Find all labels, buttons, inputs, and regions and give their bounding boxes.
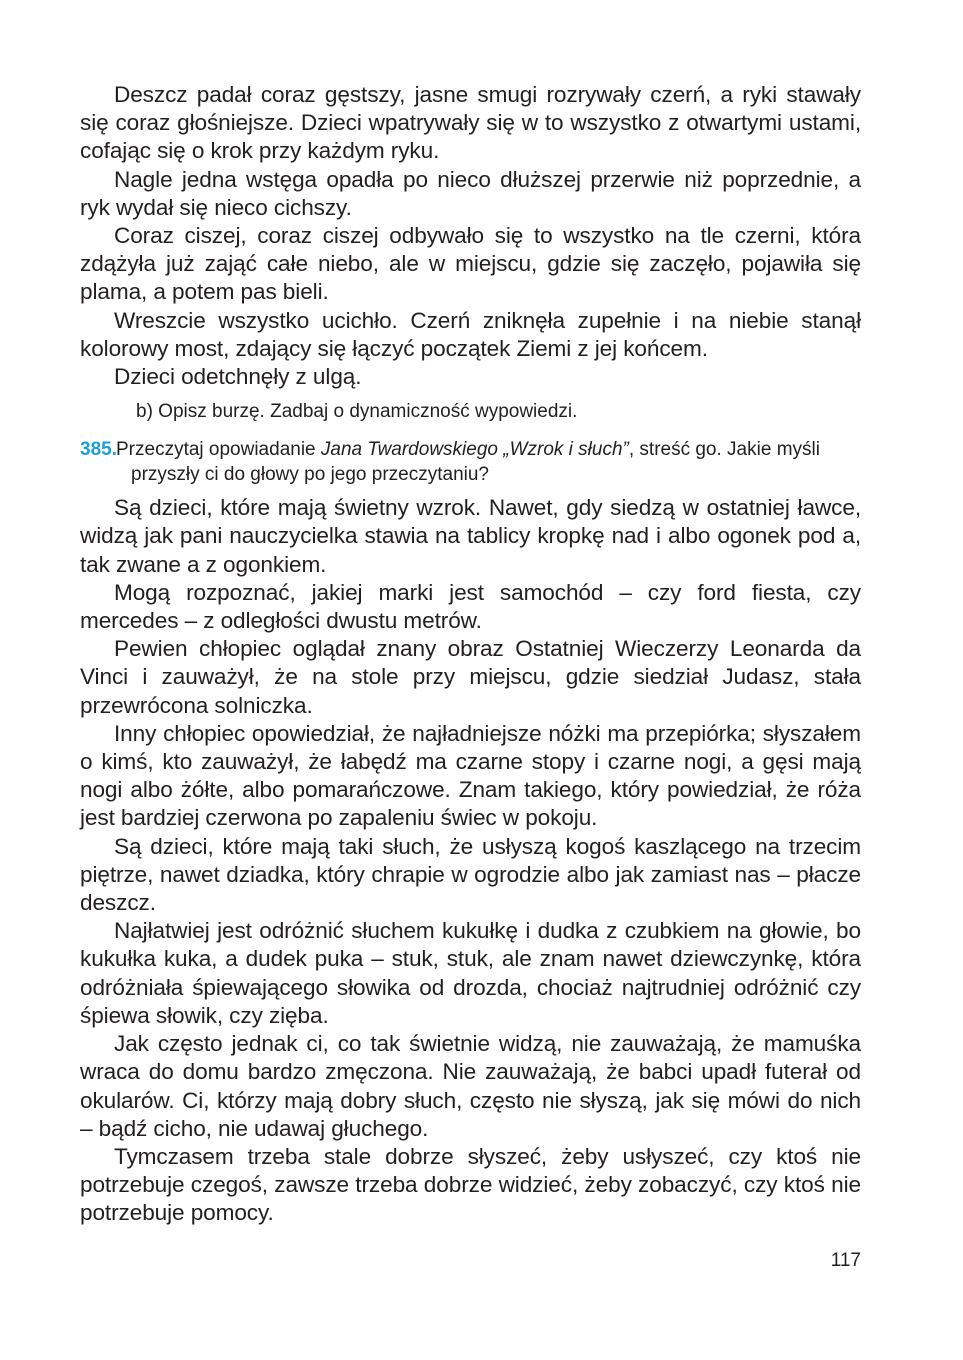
paragraph: Inny chłopiec opowiedział, że najładniejsze nóżki ma przepiórka; słyszałem o kimś, kto zauważył, że łabędź ma czarne stopy i czarne nogi, a gęsi mają nogi albo żółte, albo pomarańczowe. Znam takiego, który powiedział, że róża jest bardziej czerwona po zapaleniu świec w pokoju.: [80, 720, 861, 831]
paragraph: Są dzieci, które mają taki słuch, że usłyszą kogoś kaszlącego na trzecim piętrze, nawet dziadka, który chrapie w ogrodzie albo jak zamiast nas – płacze deszcz.: [80, 833, 861, 916]
page-content: [80, 81, 861, 1228]
paragraph: Są dzieci, które mają świetny wzrok. Nawet, gdy siedzą w ostatniej ławce, widzą jak pani nauczycielka stawia na tablicy kropkę nad i albo ogonek pod a, tak zwane a z ogonkiem.: [80, 495, 861, 577]
exercise-instruction: [116, 439, 820, 485]
exercise-number: 385.: [80, 439, 117, 461]
paragraph: Wreszcie wszystko ucichło. Czerń zniknęła zupełnie i na niebie stanął kolorowy most, zdający się łączyć początek Ziemi z jej końcem.: [80, 307, 861, 361]
instruction-text: , streść go. Jakie myśli przyszły ci do głowy po jego przeczytaniu?: [131, 439, 820, 486]
paragraph: Coraz ciszej, coraz ciszej odbywało się to wszystko na tle czerni, która zdążyła już zająć całe niebo, ale w miejscu, gdzie się zaczęło, pojawiła się plama, a potem pas bieli.: [80, 223, 861, 305]
paragraph: Dzieci odetchnęły z ulgą.: [114, 364, 362, 390]
page-number: 117: [830, 1250, 861, 1271]
paragraph: Pewien chłopiec oglądał znany obraz Ostatniej Wieczerzy Leonarda da Vinci i zauważył, że na stole przy miejscu, gdzie siedział Judasz, stała przewrócona solniczka.: [80, 636, 861, 718]
paragraph: Najłatwiej jest odróżnić słuchem kukułkę i dudka z czubkiem na głowie, bo kukułka kuka, a dudek puka – stuk, stuk, ale znam nawet dziewczynkę, która odróżniała śpiewającego słowika od drozda, chociaż najtrudniej odróżnić czy śpiewa słowik, czy zięba.: [80, 918, 861, 1028]
exercise-385: [80, 437, 861, 487]
instruction-title: Jana Twardowskiego „Wzrok i słuch”: [320, 439, 629, 461]
paragraph: Deszcz padał coraz gęstszy, jasne smugi rozrywały czerń, a ryki stawały się coraz głośniejsze. Dzieci wpatrywały się w to wszystko z otwartymi ustami, cofając się o krok przy każdym ryku.: [80, 82, 861, 164]
paragraph: Mogą rozpoznać, jakiej marki jest samochód – czy ford fiesta, czy mercedes – z odległości dwustu metrów.: [80, 579, 861, 634]
task-b: b) Opisz burzę. Zadbaj o dynamiczność wypowiedzi.: [136, 401, 578, 423]
paragraph: Nagle jedna wstęga opadła po nieco dłuższej przerwie niż poprzednie, a ryk wydał się nieco cichszy.: [80, 166, 861, 220]
paragraph: Jak często jednak ci, co tak świetnie widzą, nie zauważają, że mamuśka wraca do domu bardzo zmęczona. Nie zauważają, że babci upadł futerał od okularów. Ci, którzy mają dobry słuch, często nie słyszą, jak się mówi do nich – bądź cicho, nie udawaj głuchego.: [80, 1031, 861, 1141]
paragraph: Tymczasem trzeba stale dobrze słyszeć, żeby usłyszeć, czy ktoś nie potrzebuje czegoś, zawsze trzeba dobrze widzieć, żeby zobaczyć, czy ktoś nie potrzebuje pomocy.: [80, 1143, 861, 1226]
instruction-text: Przeczytaj opowiadanie: [116, 439, 321, 461]
